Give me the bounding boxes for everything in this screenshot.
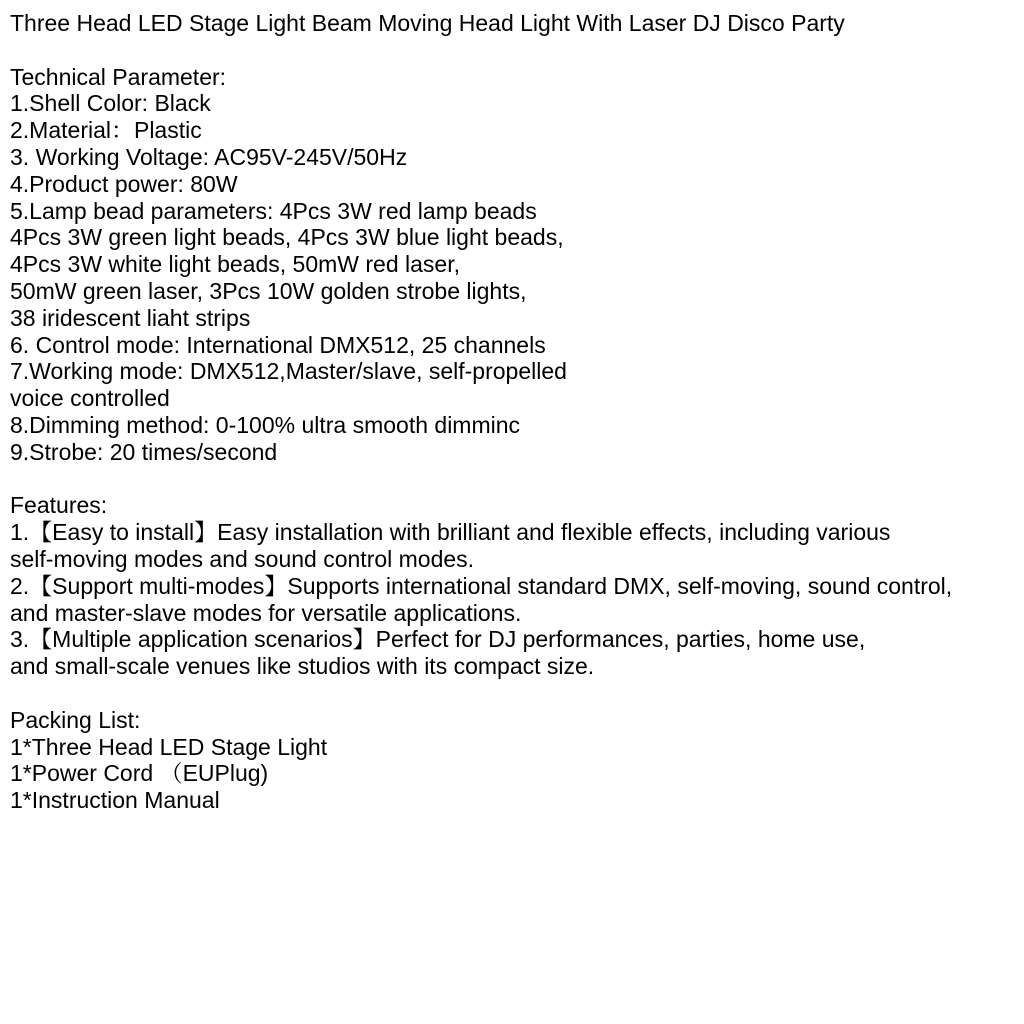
feature-line: 3.【Multiple application scenarios】Perfect for DJ performances, parties, home use, xyxy=(10,626,866,653)
feature-line: and master-slave modes for versatile applications. xyxy=(10,599,522,626)
spec-line: voice controlled xyxy=(10,385,170,412)
feature-line: 1.【Easy to install】Easy installation with brilliant and flexible effects, including various xyxy=(10,519,891,546)
features-section xyxy=(10,492,1024,680)
feature-line: self-moving modes and sound control modes. xyxy=(10,545,475,572)
spacer xyxy=(10,680,1024,707)
spec-line: 2.Material：Plastic xyxy=(10,117,202,144)
product-title: Three Head LED Stage Light Beam Moving Head Light With Laser DJ Disco Party xyxy=(10,10,845,36)
spacer xyxy=(10,466,1024,493)
technical-heading: Technical Parameter: xyxy=(10,63,227,90)
spec-line: 9.Strobe: 20 times/second xyxy=(10,438,278,465)
spec-line: 4Pcs 3W green light beads, 4Pcs 3W blue light beads, xyxy=(10,224,564,251)
spec-line: 4.Product power: 80W xyxy=(10,170,238,197)
spacer xyxy=(10,37,1024,64)
spec-line: 5.Lamp bead parameters: 4Pcs 3W red lamp beads xyxy=(10,197,537,224)
packing-list-section xyxy=(10,707,1024,814)
technical-parameter-section xyxy=(10,64,1024,466)
packing-heading: Packing List: xyxy=(10,706,141,733)
spec-line: 38 iridescent liaht strips xyxy=(10,304,251,331)
packing-item: 1*Power Cord （EUPlug) xyxy=(10,760,269,787)
spec-line: 1.Shell Color: Black xyxy=(10,90,211,117)
feature-line: 2.【Support multi-modes】Supports international standard DMX, self-moving, sound control, xyxy=(10,572,953,599)
spec-line: 7.Working mode: DMX512,Master/slave, self-propelled xyxy=(10,358,567,385)
spec-line: 8.Dimming method: 0-100% ultra smooth dimminc xyxy=(10,411,521,438)
packing-item: 1*Three Head LED Stage Light xyxy=(10,733,328,760)
packing-item: 1*Instruction Manual xyxy=(10,787,220,814)
spec-line: 3. Working Voltage: AC95V-245V/50Hz xyxy=(10,143,408,170)
spec-line: 4Pcs 3W white light beads, 50mW red laser, xyxy=(10,251,460,278)
spec-line: 6. Control mode: International DMX512, 25 channels xyxy=(10,331,546,358)
features-heading: Features: xyxy=(10,492,108,519)
spec-line: 50mW green laser, 3Pcs 10W golden strobe lights, xyxy=(10,277,527,304)
feature-line: and small-scale venues like studios with its compact size. xyxy=(10,653,595,680)
